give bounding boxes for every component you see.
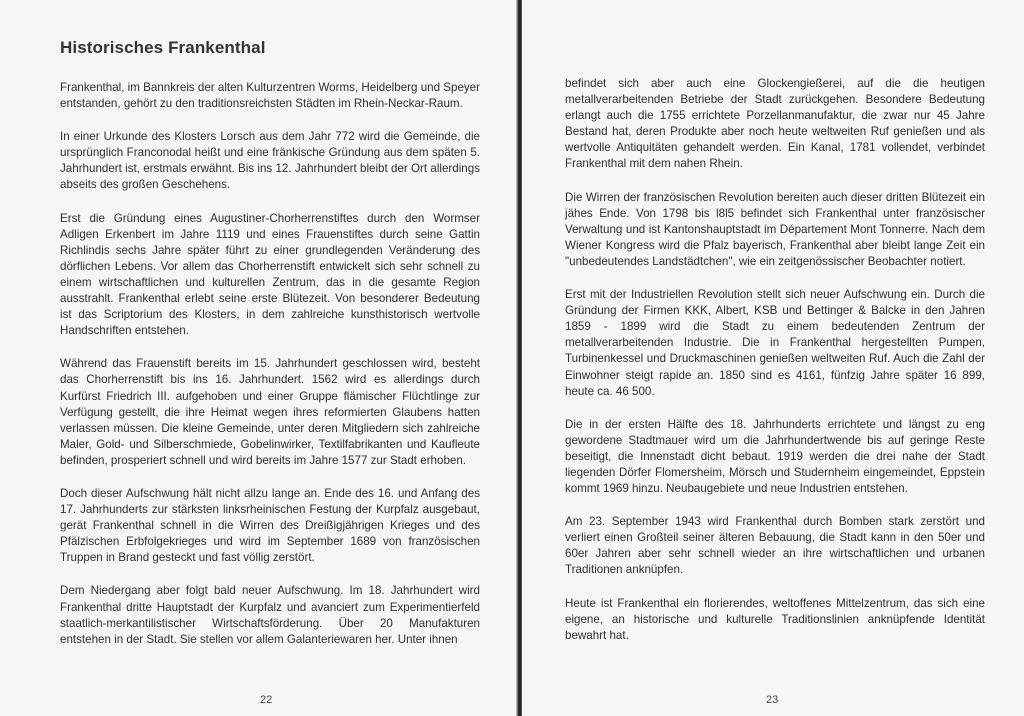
paragraph: In einer Urkunde des Klosters Lorsch aus dem Jahr 772 wird die Gemeinde, die ursprünglich Franconodal heißt und eine fränkische Gründung aus dem späten 5. Jahrhundert ist, erstmals erwähnt. Bis ins 12. Jahrhundert bleibt der Ort allerdings abseits des großen Geschehens.	[60, 130, 480, 192]
paragraph: Die in der ersten Hälfte des 18. Jahrhunderts errichtete und längst zu eng gewordene Stadtmauer wird um die Jahrhundertwende bis auf geringe Reste beseitigt, die Innenstadt dicht bebaut. 1919 werden die drei nahe der Stadt liegenden Dörfer Flomersheim, Mörsch und Studernheim eingemeindet, Eppstein kommt 1969 hinzu. Neubaugebiete und neue Industrien entstehen.	[565, 417, 985, 496]
paragraph: Heute ist Frankenthal ein florierendes, weltoffenes Mittelzentrum, das sich eine eigene, an historische und kulturelle Traditionslinien anknüpfende Identität bewahrt hat.	[565, 596, 985, 642]
paragraph: Dem Niedergang aber folgt bald neuer Aufschwung. Im 18. Jahrhundert wird Frankenthal dritte Hauptstadt der Kurpfalz und avanciert zum Experimentierfeld staatlich-merkantilistischer Wirtschaftsförderung. Über 20 Manufakturen entstehen in der Stadt. Sie stellen vor allem Galanteriewaren her. Unter ihnen	[60, 584, 480, 646]
paragraph: Frankenthal, im Bannkreis der alten Kulturzentren Worms, Heidelberg und Speyer entstanden, gehört zu den traditionsreichsten Städten im Rhein-Neckar-Raum.	[60, 81, 480, 111]
paragraph: Erst mit der Industriellen Revolution stellt sich neuer Aufschwung ein. Durch die Gründung der Firmen KKK, Albert, KSB und Bettinger & Balcke in den Jahren 1859 - 1899 wird die Stadt zu einem bedeutenden Zentrum der metallverarbeitenden Industrie. Die in Frankenthal hergestellten Pumpen, Turbinenkessel und Druckmaschinen genießen weltweiten Ruf. Auch die Zahl der Einwohner steigt rapide an. 1850 sind es 4161, fünfzig Jahre später 16 899, heute ca. 46 500.	[565, 288, 985, 398]
page-title: Historisches Frankenthal	[60, 38, 266, 57]
paragraph: Die Wirren der französischen Revolution bereiten auch dieser dritten Blütezeit ein jähes Ende. Von 1798 bis l8l5 befindet sich Frankenthal unter französischer Verwaltung und ist Kantonshauptstadt im Département Mont Tonnerre. Nach dem Wiener Kongress wird die Pfalz bayerisch, Frankenthal aber bleibt lange Zeit ein "unbedeutendes Landstädtchen", wie ein zeitgenössischer Beobachter notiert.	[565, 190, 985, 268]
paragraph: Am 23. September 1943 wird Frankenthal durch Bomben stark zerstört und verliert einen Großteil seiner älteren Bebauung, die Stadt kann in den 50er und 60er Jahren aber sehr schnell wieder an ihre wirtschaftlichen und urbanen Traditionen anknüpfen.	[565, 515, 985, 577]
right-page-text-column	[565, 76, 985, 661]
paragraph: Doch dieser Aufschwung hält nicht allzu lange an. Ende des 16. und Anfang des 17. Jahrhunderts zur stärksten linksrheinischen Festung der Kurpfalz ausgebaut, gerät Frankenthal schnell in die Wirren des Dreißigjährigen Krieges und des Pfälzischen Erbfolgekrieges und wird im September 1689 von französischen Truppen in Brand gesteckt und fast völlig zerstört.	[60, 486, 480, 565]
page-number-right: 23	[766, 694, 779, 706]
paragraph: Erst die Gründung eines Augustiner-Chorherrenstiftes durch den Wormser Adligen Erkenbert im Jahre 1119 und eines Frauenstiftes durch seine Gattin Richlindis sechs Jahre später führt zu einer grundlegenden Veränderung des dörflichen Lebens. Vor allem das Chorherrenstift entwickelt sich sehr schnell zu einem wirtschaftlichen und kulturellen Zentrum, das in die gesamte Region ausstrahlt. Frankenthal erlebt seine erste Blütezeit. Von besonderer Bedeutung ist das Scriptorium des Klosters, in dem zahlreiche kunsthistorisch wertvolle Handschriften entstehen.	[60, 211, 480, 338]
left-page-text-column	[60, 38, 480, 665]
paragraph: befindet sich aber auch eine Glockengießerei, auf die die heutigen metallverarbeitenden Betriebe der Stadt zurückgehen. Besondere Bedeutung erlangt auch die 1755 errichtete Porzellanmanufaktur, die zwar nur 45 Jahre Bestand hat, deren Produkte aber noch heute weltweiten Ruf genießen und als wertvolle Antiquitäten gehandelt werden. Ein Kanal, 1781 vollendet, verbindet Frankenthal mit dem nahen Rhein.	[565, 77, 985, 171]
right-page	[522, 0, 1024, 716]
page-number-left: 22	[260, 694, 273, 706]
paragraph: Während das Frauenstift bereits im 15. Jahrhundert geschlossen wird, besteht das Chorherrenstift bis ins 16. Jahrhundert. 1562 wird es allerdings durch Kurfürst Friedrich III. aufgehoben und einer Gruppe flämischer Flüchtlinge zur Verfügung gestellt, die ihre Heimat wegen ihres reformierten Glaubens hatten verlassen müssen. Die kleine Gemeinde, unter deren Mitgliedern sich zahlreiche Maler, Gold- und Silberschmiede, Gobelinwirker, Textilfabrikanten und Kaufleute befinden, prosperiert schnell und wird bereits im Jahre 1577 zur Stadt erhoben.	[60, 357, 480, 467]
